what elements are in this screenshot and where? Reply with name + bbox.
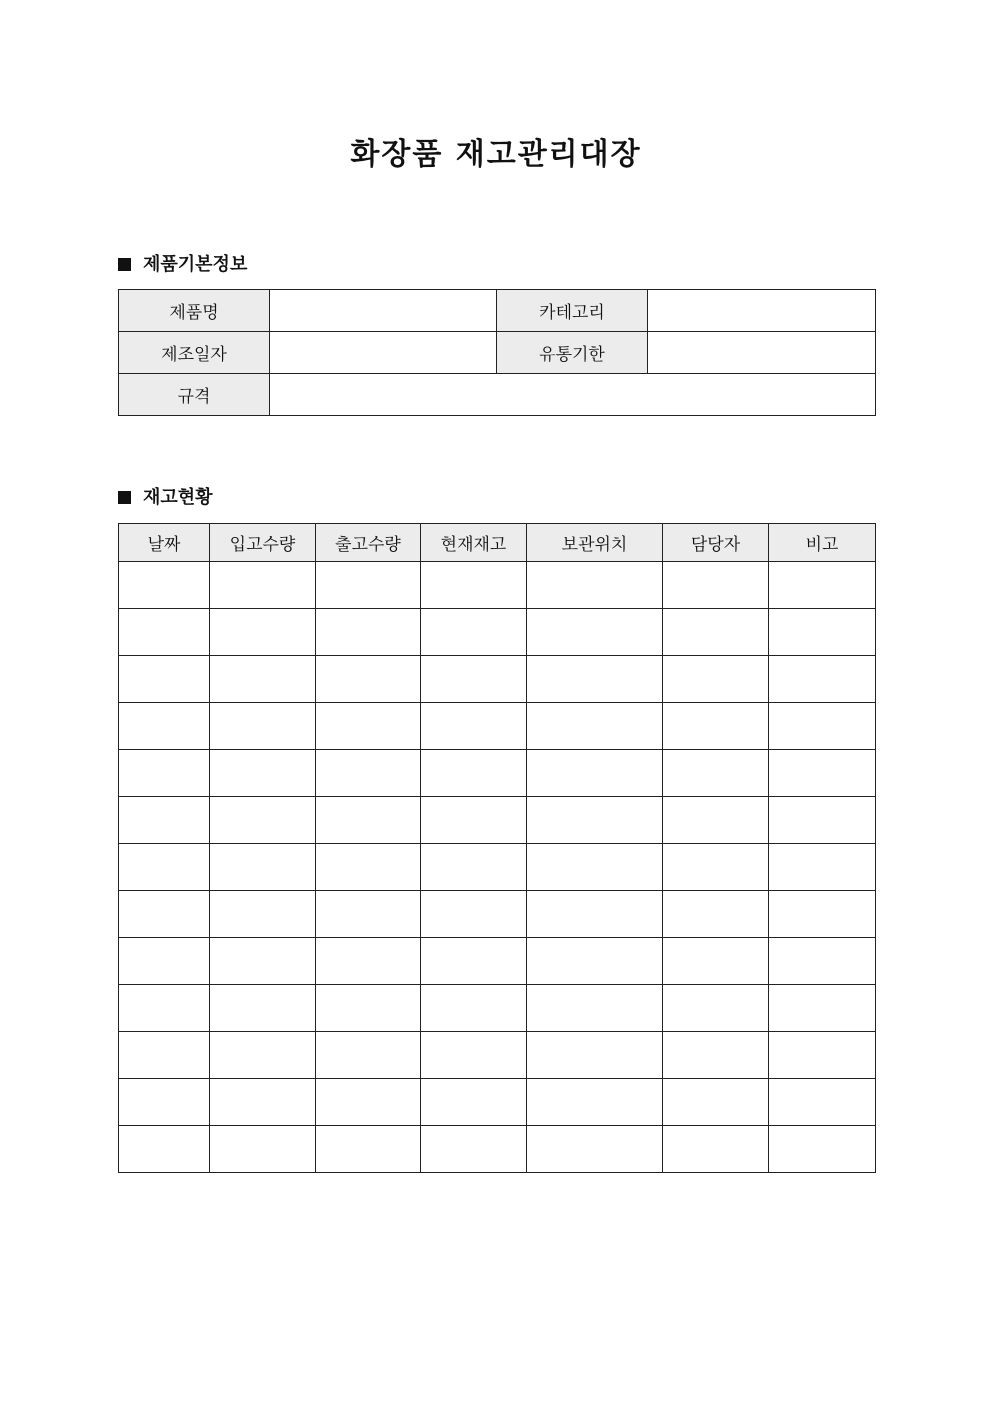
outbound-qty-cell[interactable] — [316, 562, 421, 609]
manager-cell[interactable] — [663, 797, 769, 844]
inbound-qty-cell[interactable] — [210, 938, 316, 985]
remarks-cell[interactable] — [769, 797, 876, 844]
storage-location-cell[interactable] — [527, 609, 663, 656]
storage-location-cell[interactable] — [527, 562, 663, 609]
outbound-qty-cell[interactable] — [316, 938, 421, 985]
inbound-qty-cell[interactable] — [210, 609, 316, 656]
current-stock-cell[interactable] — [421, 750, 527, 797]
expiry-date-field[interactable] — [648, 332, 876, 374]
date-cell[interactable] — [119, 656, 210, 703]
inbound-qty-cell[interactable] — [210, 562, 316, 609]
manager-cell[interactable] — [663, 750, 769, 797]
inbound-qty-cell[interactable] — [210, 797, 316, 844]
stock-table-header-row — [119, 524, 876, 562]
table-row — [119, 609, 876, 656]
table-row — [119, 1126, 876, 1173]
date-cell[interactable] — [119, 1126, 210, 1173]
column-header-manager: 담당자 — [663, 524, 769, 562]
current-stock-cell[interactable] — [421, 1126, 527, 1173]
storage-location-cell[interactable] — [527, 797, 663, 844]
date-cell[interactable] — [119, 844, 210, 891]
outbound-qty-cell[interactable] — [316, 1079, 421, 1126]
manager-cell[interactable] — [663, 562, 769, 609]
remarks-cell[interactable] — [769, 1032, 876, 1079]
date-cell[interactable] — [119, 938, 210, 985]
column-header-current-stock: 현재재고 — [421, 524, 527, 562]
expiry-date-label: 유통기한 — [497, 332, 648, 374]
date-cell[interactable] — [119, 985, 210, 1032]
remarks-cell[interactable] — [769, 656, 876, 703]
product-name-label: 제품명 — [119, 290, 270, 332]
storage-location-cell[interactable] — [527, 891, 663, 938]
table-row — [119, 656, 876, 703]
inbound-qty-cell[interactable] — [210, 750, 316, 797]
storage-location-cell[interactable] — [527, 1126, 663, 1173]
storage-location-cell[interactable] — [527, 938, 663, 985]
remarks-cell[interactable] — [769, 609, 876, 656]
inbound-qty-cell[interactable] — [210, 844, 316, 891]
inbound-qty-cell[interactable] — [210, 891, 316, 938]
current-stock-cell[interactable] — [421, 703, 527, 750]
remarks-cell[interactable] — [769, 891, 876, 938]
remarks-cell[interactable] — [769, 562, 876, 609]
remarks-cell[interactable] — [769, 1126, 876, 1173]
product-name-field[interactable] — [270, 290, 497, 332]
product-info-row — [119, 332, 876, 374]
date-cell[interactable] — [119, 609, 210, 656]
manager-cell[interactable] — [663, 844, 769, 891]
storage-location-cell[interactable] — [527, 1032, 663, 1079]
stock-status-heading — [118, 486, 213, 510]
outbound-qty-cell[interactable] — [316, 703, 421, 750]
inbound-qty-cell[interactable] — [210, 703, 316, 750]
manager-cell[interactable] — [663, 891, 769, 938]
manufacture-date-field[interactable] — [270, 332, 497, 374]
storage-location-cell[interactable] — [527, 844, 663, 891]
storage-location-cell[interactable] — [527, 750, 663, 797]
inbound-qty-cell[interactable] — [210, 985, 316, 1032]
column-header-inbound-qty: 입고수량 — [210, 524, 316, 562]
manager-cell[interactable] — [663, 1126, 769, 1173]
stock-status-heading-text: 재고현황 — [143, 487, 213, 508]
specification-field[interactable] — [270, 374, 876, 416]
current-stock-cell[interactable] — [421, 844, 527, 891]
inbound-qty-cell[interactable] — [210, 1126, 316, 1173]
manager-cell[interactable] — [663, 1079, 769, 1126]
table-row — [119, 1032, 876, 1079]
manager-cell[interactable] — [663, 609, 769, 656]
square-bullet-icon — [118, 491, 131, 504]
current-stock-cell[interactable] — [421, 891, 527, 938]
table-row — [119, 985, 876, 1032]
outbound-qty-cell[interactable] — [316, 797, 421, 844]
current-stock-cell[interactable] — [421, 1079, 527, 1126]
column-header-date: 날짜 — [119, 524, 210, 562]
manufacture-date-label: 제조일자 — [119, 332, 270, 374]
remarks-cell[interactable] — [769, 844, 876, 891]
current-stock-cell[interactable] — [421, 1032, 527, 1079]
inbound-qty-cell[interactable] — [210, 1032, 316, 1079]
inbound-qty-cell[interactable] — [210, 1079, 316, 1126]
stock-table — [118, 523, 876, 1173]
document-title: 화장품 재고관리대장 — [350, 137, 642, 172]
column-header-storage-location: 보관위치 — [527, 524, 663, 562]
current-stock-cell[interactable] — [421, 656, 527, 703]
table-row — [119, 891, 876, 938]
outbound-qty-cell[interactable] — [316, 750, 421, 797]
product-info-heading — [118, 253, 247, 277]
square-bullet-icon — [118, 258, 131, 271]
outbound-qty-cell[interactable] — [316, 609, 421, 656]
date-cell[interactable] — [119, 797, 210, 844]
manager-cell[interactable] — [663, 656, 769, 703]
table-row — [119, 797, 876, 844]
stock-table-body — [119, 562, 876, 1173]
storage-location-cell[interactable] — [527, 985, 663, 1032]
current-stock-cell[interactable] — [421, 985, 527, 1032]
storage-location-cell[interactable] — [527, 703, 663, 750]
current-stock-cell[interactable] — [421, 609, 527, 656]
storage-location-cell[interactable] — [527, 656, 663, 703]
product-info-row — [119, 374, 876, 416]
category-label: 카테고리 — [497, 290, 648, 332]
remarks-cell[interactable] — [769, 703, 876, 750]
table-row — [119, 938, 876, 985]
table-row — [119, 703, 876, 750]
product-info-table — [118, 289, 876, 416]
inbound-qty-cell[interactable] — [210, 656, 316, 703]
remarks-cell[interactable] — [769, 985, 876, 1032]
manager-cell[interactable] — [663, 938, 769, 985]
table-row — [119, 562, 876, 609]
remarks-cell[interactable] — [769, 750, 876, 797]
storage-location-cell[interactable] — [527, 1079, 663, 1126]
date-cell[interactable] — [119, 891, 210, 938]
product-info-row — [119, 290, 876, 332]
outbound-qty-cell[interactable] — [316, 985, 421, 1032]
product-info-heading-text: 제품기본정보 — [143, 254, 248, 275]
table-row — [119, 1079, 876, 1126]
specification-label: 규격 — [119, 374, 270, 416]
remarks-cell[interactable] — [769, 1079, 876, 1126]
table-row — [119, 844, 876, 891]
outbound-qty-cell[interactable] — [316, 1032, 421, 1079]
date-cell[interactable] — [119, 1079, 210, 1126]
remarks-cell[interactable] — [769, 938, 876, 985]
date-cell[interactable] — [119, 562, 210, 609]
date-cell[interactable] — [119, 750, 210, 797]
outbound-qty-cell[interactable] — [316, 1126, 421, 1173]
current-stock-cell[interactable] — [421, 797, 527, 844]
table-row — [119, 750, 876, 797]
outbound-qty-cell[interactable] — [316, 656, 421, 703]
outbound-qty-cell[interactable] — [316, 844, 421, 891]
current-stock-cell[interactable] — [421, 938, 527, 985]
column-header-remarks: 비고 — [769, 524, 876, 562]
manager-cell[interactable] — [663, 985, 769, 1032]
manager-cell[interactable] — [663, 703, 769, 750]
manager-cell[interactable] — [663, 1032, 769, 1079]
date-cell[interactable] — [119, 1032, 210, 1079]
category-field[interactable] — [648, 290, 876, 332]
current-stock-cell[interactable] — [421, 562, 527, 609]
date-cell[interactable] — [119, 703, 210, 750]
outbound-qty-cell[interactable] — [316, 891, 421, 938]
column-header-outbound-qty: 출고수량 — [316, 524, 421, 562]
